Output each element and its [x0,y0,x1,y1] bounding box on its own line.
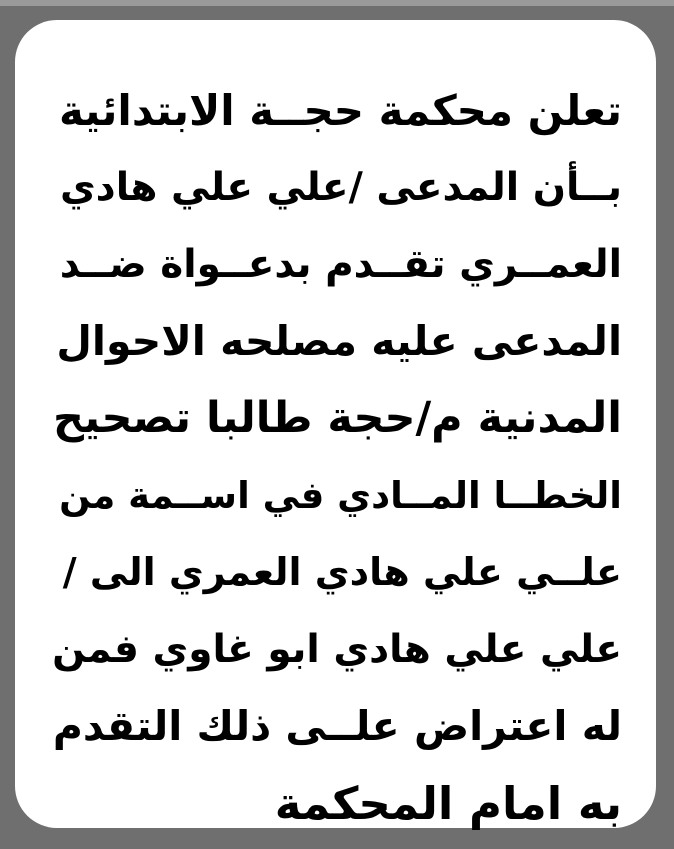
notice-line-5: المدنية م/حجة طالبا تصحيح [52,393,622,443]
court-notice-text [49,72,622,842]
notice-line-8: علي علي هادي ابو غاوي فمن [52,627,622,672]
notice-card [15,20,656,828]
notice-line-1: تعلن محكمة حجــة الابتدائية [59,86,622,135]
notice-line-6: الخطــا المــادي في اســمة من [59,474,622,517]
notice-line-2: بــأن المدعى /علي علي هادي [59,165,622,210]
frame-top-strip [0,0,674,6]
notice-line-7: علــي علي هادي العمري الى / [62,550,622,594]
notice-line-9: له اعتراض علــى ذلك التقدم [52,702,622,750]
notice-line-3: العمــري تقــدم بدعــواة ضــد [59,242,622,287]
notice-line-10: به امام المحكمة [274,777,622,830]
notice-line-4: المدعى عليه مصلحه الاحوال [56,317,622,365]
